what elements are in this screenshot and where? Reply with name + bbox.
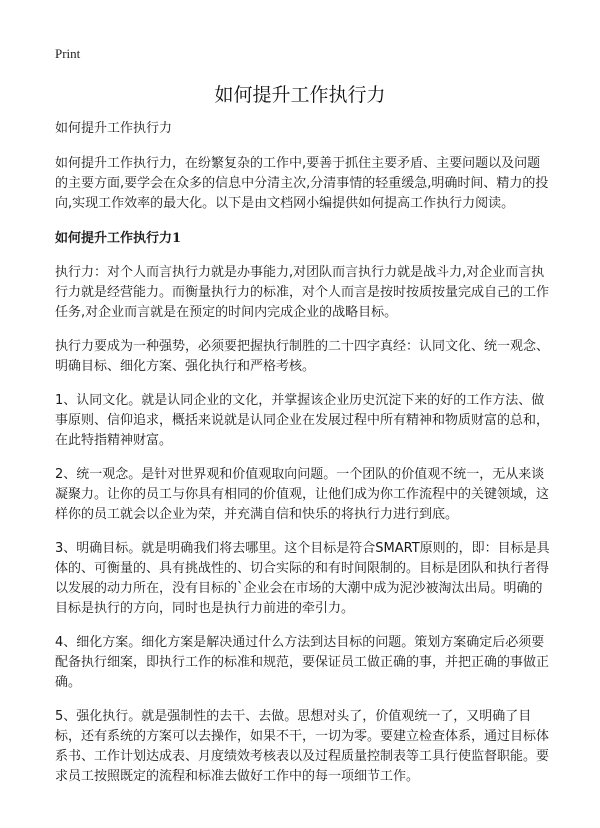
paragraph-goals: 3、明确目标。就是明确我们将去哪里。这个目标是符合SMART原则的，即：目标是具体的、可衡量的、具有挑战性的、切合实际的和有时间限制的。目标是团队和执行者得以发展的动力所在，没有目标的`企业会在市场的大潮中成为泥沙被淘汰出局。明确的目标是执行的方向，同时也是执行力前进的牵引力。 xyxy=(55,541,550,616)
paragraph-values: 2、统一观念。是针对世界观和价值观取向问题。一个团队的价值观不统一，无从来谈凝聚力。让你的员工与你具有相同的价值观，让他们成为你工作流程中的关键领域，这样你的员工就会以企业为荣，并充满自信和快乐的将执行力进行到底。 xyxy=(55,467,550,522)
intro-paragraph: 如何提升工作执行力，在纷繁复杂的工作中,要善于抓住主要矛盾、主要问题以及问题的主要方面,要学会在众多的信息中分清主次,分清事情的轻重缓急,明确时间、精力的投向,实现工作效率的最大化。以下是由文档网小编提供如何提高工作执行力阅读。 xyxy=(55,156,549,211)
page-title: 如何提升工作执行力 xyxy=(214,84,386,106)
paragraph-execution: 5、强化执行。就是强制性的去干、去做。思想对头了，价值观统一了，又明确了目标，还有系统的方案可以去操作，如果不干，一切为零。要建立检查体系，通过目标体系书、工作计划达成表、月度绩效考核表以及过程质量控制表等工具行使监督职能。要求员工按照既定的流程和标准去做好工作中的每一项细节工作。 xyxy=(55,709,550,784)
print-link[interactable]: Print xyxy=(55,46,81,61)
article-body xyxy=(55,119,550,801)
section-heading: 如何提升工作执行力1 xyxy=(55,231,182,246)
paragraph-plan: 4、细化方案。细化方案是解决通过什么方法到达目标的问题。策划方案确定后必须要配备执行细案，即执行工作的标准和规范，要保证员工做正确的事，并把正确的事做正确。 xyxy=(55,635,550,690)
paragraph-definition: 执行力：对个人而言执行力就是办事能力,对团队而言执行力就是战斗力,对企业而言执行力就是经营能力。而衡量执行力的标准，对个人而言是按时按质按量完成自己的工作任务,对企业而言就是在预定的时间内完成企业的战略目标。 xyxy=(55,265,550,320)
paragraph-principles: 执行力要成为一种强势，必须要把握执行制胜的二十四字真经：认同文化、统一观念、明确目标、细化方案、强化执行和严格考核。 xyxy=(55,339,550,374)
article-subtitle: 如何提升工作执行力 xyxy=(55,121,173,136)
paragraph-culture: 1、认同文化。就是认同企业的文化，并掌握该企业历史沉淀下来的好的工作方法、做事原则、信仰追求，概括来说就是认同企业在发展过程中所有精神和物质财富的总和，在此特指精神财富。 xyxy=(55,393,550,448)
